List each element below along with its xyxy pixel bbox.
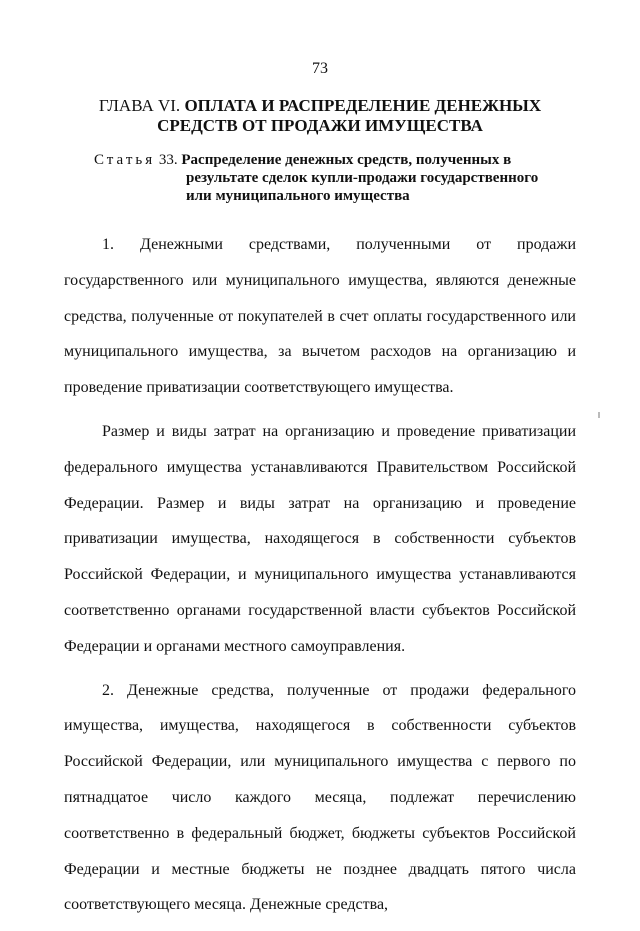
- article-title-part-1: Распределение денежных средств, полученных в: [181, 152, 512, 168]
- chapter-title-part-1: ОПЛАТА И РАСПРЕДЕЛЕНИЕ ДЕНЕЖНЫХ: [184, 96, 542, 115]
- article-title-part-3: или муниципального имущества: [186, 188, 410, 204]
- chapter-title-line-1: [0, 96, 640, 116]
- article-heading: [94, 151, 574, 205]
- article-heading-line-1: [94, 151, 574, 169]
- paragraph-2: Размер и виды затрат на организацию и проведение приватизации федерального имущества устанавливаются Правительством Российской Федерации. Размер и виды затрат на организацию и проведение приватизации имущества, находящегося в собственности субъектов Российской Федерации, и муниципального имущества устанавливаются соответственно органами государственной власти субъектов Российской Федерации и органами местного самоуправления.: [64, 422, 576, 655]
- article-number: 33.: [158, 152, 178, 168]
- paragraph-1: 1. Денежными средствами, полученными от продажи государственного или муниципального имущества, являются денежные средства, полученные от покупателей в счет оплаты государственного или муниципального имущества, за вычетом расходов на организацию и проведение приватизации соответствующего имущества.: [64, 236, 576, 397]
- scan-mark: [598, 412, 600, 418]
- paragraph-3: 2. Денежные средства, полученные от продажи федерального имущества, имущества, находящегося в собственности субъектов Российской Федерации, или муниципального имущества с первого по пятнадцатое число каждого месяца, подлежат перечислению соответственно в федеральный бюджет, бюджеты субъектов Российской Федерации и местные бюджеты не позднее двадцать пятого числа соответствующего месяца. Денежные средства,: [64, 681, 576, 914]
- chapter-title-line-2: СРЕДСТВ ОТ ПРОДАЖИ ИМУЩЕСТВА: [157, 116, 483, 135]
- article-title-part-2: результате сделок купли-продажи государственного: [186, 170, 539, 186]
- page-number: 73: [312, 60, 328, 77]
- chapter-prefix: ГЛАВА VI.: [98, 96, 181, 115]
- article-body: [64, 227, 576, 931]
- chapter-heading: [0, 96, 640, 136]
- article-label: Статья: [94, 152, 156, 168]
